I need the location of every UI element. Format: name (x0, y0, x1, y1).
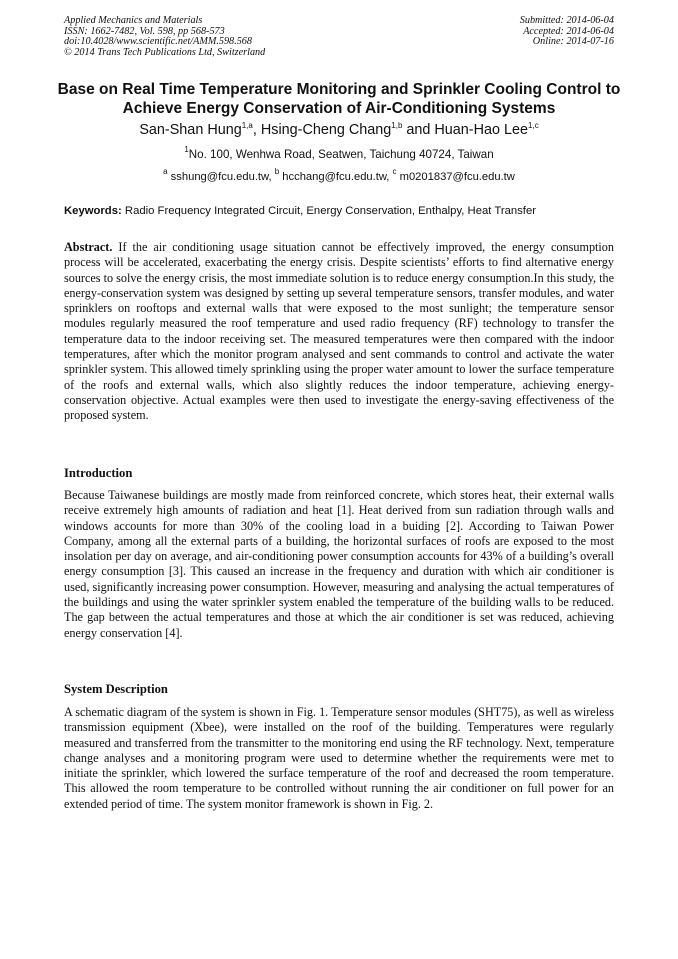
abstract-text: If the air conditioning usage situation cannot be effectively improved, the energy consumption process will be accelerated, exacerbating the energy crisis. Despite scientists’ efforts to find alternative energy sources to solve the energy crisis, the most immediate solution is to reduce energy consumption.In this study, the energy-conservation system was designed by setting up several temperature sensors, transfer modules, and water sprinklers on rooftops and external walls that were exposed to the most sunlight; the temperature sensor modules regularly measured the roof temperature and used radio frequency (RF) technology to transfer the temperature data to the indoor receiving set. The measured temperatures were then compared with the indoor temperatures, after which the monitor program analysed and sent commands to control and activate the water sprinkler system. This allowed timely sprinkling using the proper water amount to lower the surface temperature of the roofs and external walls, which also slightly reduces the indoor temperature, achieving energy-conservation objective. Actual examples were then used to investigate the energy-saving effectiveness of the proposed system. (64, 240, 614, 423)
author-3-sup: 1,c (528, 121, 539, 130)
keywords-label: Keywords: (64, 205, 122, 217)
abstract-paragraph (64, 240, 614, 424)
author-list (40, 122, 638, 138)
email-b-sup: b (274, 167, 280, 176)
author-1: San-Shan Hung (139, 122, 242, 138)
keywords-text: Radio Frequency Integrated Circuit, Energy Conservation, Enthalpy, Heat Transfer (121, 205, 536, 217)
email-c-sup: c (392, 167, 397, 176)
author-3: Huan-Hao Lee (434, 122, 529, 138)
author-separator: and (402, 122, 435, 138)
author-2-sup: 1,b (391, 121, 403, 130)
journal-copyright: © 2014 Trans Tech Publications Ltd, Switzerland (64, 46, 266, 58)
affiliation (40, 145, 638, 161)
journal-name: Applied Mechanics and Materials (64, 15, 203, 26)
journal-doi: doi:10.4028/www.scientific.net/AMM.598.568 (64, 36, 252, 48)
author-2: Hsing-Cheng Chang (260, 122, 392, 138)
keywords (64, 205, 624, 217)
online-date: Online: 2014-07-16 (532, 36, 614, 48)
paper-title: Base on Real Time Temperature Monitoring and Sprinkler Cooling Control to Achieve Energy Conservation of Air-Conditioning Systems (57, 81, 621, 117)
system-description-paragraph: A schematic diagram of the system is shown in Fig. 1. Temperature sensor modules (SHT75), as well as wireless transmission equipment (Xbee), were installed on the roof of the building. Temperatures were regularly measured and transferred from the transmitter to the monitoring end using the RF technology. Next, temperature change analyses and a monitoring program were used to determine whether the requirements were met to initiate the sprinkler, which lowered the surface temperature of the roof and decreased the room temperature. This allowed the room temperature to be controlled without running the air conditioner on full power for an extended period of time. The system monitor framework is shown in Fig. 2. (64, 705, 614, 811)
email-a: sshung@fcu.edu.tw, (167, 171, 275, 183)
abstract-label: Abstract. (64, 240, 113, 254)
system-description-heading: System Description (64, 682, 168, 696)
journal-issn: ISSN: 1662-7482, Vol. 598, pp 568-573 (64, 25, 225, 37)
email-a-sup: a (163, 167, 168, 176)
email-c: m0201837@fcu.edu.tw (396, 171, 515, 183)
dates-header (520, 16, 614, 48)
affiliation-text: No. 100, Wenhwa Road, Seatwen, Taichung 40724, Taiwan (188, 148, 494, 161)
email-b: hcchang@fcu.edu.tw, (279, 171, 393, 183)
introduction-paragraph: Because Taiwanese buildings are mostly made from reinforced concrete, which stores heat, their external walls receive extremely high amounts of radiation and heat [1]. Heat derived from sun radiation through walls and windows accounts for more than 30% of the cooling load in a buiding [2]. According to Taiwan Power Company, among all the external parts of a building, the horizontal surfaces of roofs are exposed to the most insolation per day on average, and air-conditioning power consumption accounts for 43% of a building’s overall energy consumption [3]. This caused an increase in the frequency and duration with which air conditioner is used, significantly increasing power consumption. However, measuring and analysing the actual temperatures of the buildings and using the water sprinkler system enabled the temperature of the building walls to be reduced. The gap between the actual temperatures and those at which the air conditioner is set was reduced, achieving energy conservation [4]. (64, 488, 614, 640)
accepted-date: Accepted: 2014-06-04 (523, 25, 614, 37)
affiliation-sup: 1 (184, 145, 189, 154)
journal-header (64, 16, 265, 58)
author-separator: , (252, 122, 261, 138)
submitted-date: Submitted: 2014-06-04 (519, 15, 614, 26)
author-emails (40, 167, 638, 183)
introduction-heading: Introduction (64, 466, 133, 480)
author-1-sup: 1,a (241, 121, 253, 130)
